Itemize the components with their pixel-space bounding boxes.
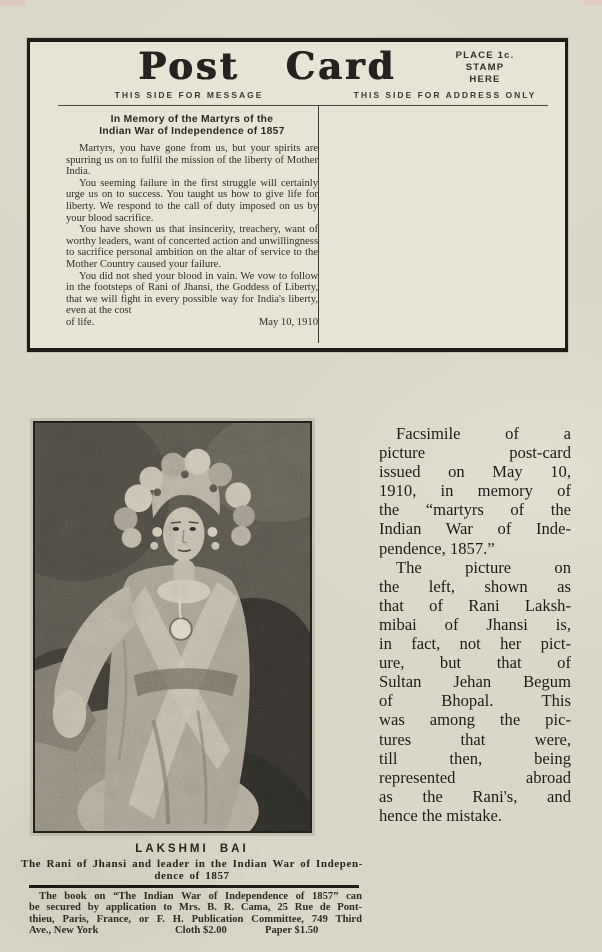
note-line: be secured by application to Mrs. B. R. Cama, 25 Rue de Pont-	[29, 902, 362, 914]
message-side-label: THIS SIDE FOR MESSAGE	[114, 90, 264, 100]
text-line: picture post-card	[379, 443, 571, 463]
message-paragraph: Martyrs, you have gone from us, but your spirits are spurring us on to fulfil the mission of the liberty of Mother India.	[66, 143, 318, 178]
text-line: issued on May 10,	[379, 462, 571, 482]
text-line: mibai of Jhansi is,	[379, 614, 571, 634]
photo-caption	[18, 843, 366, 882]
caption-title: LAKSHMI BAI	[135, 843, 249, 855]
message-paragraph: You have shown us that insincerity, treachery, want of worthy leaders, want of concerted action and unwillingness to sacrifice personal ambition on the altar of service to the Mother Country caused your failure.	[66, 224, 318, 270]
message-paragraph: You did not shed your blood in vain. We vow to follow in the footsteps of Rani of Jhansi, the Goddess of Liberty, that we will fight in every possible way for India's liberty, even at the cost	[66, 270, 318, 317]
postcard-side-labels	[30, 90, 565, 104]
stamp-line: STAMP	[465, 62, 505, 73]
text-line: The picture on	[396, 557, 571, 577]
scan-edge-artifact	[0, 0, 26, 6]
stamp-line: PLACE 1c.	[455, 50, 515, 61]
text-line: that of Rani Laksh-	[379, 595, 571, 615]
caption-line: The Rani of Jhansi and leader in the Indian War of Indepen-	[21, 858, 363, 870]
address-side-label: THIS SIDE FOR ADDRESS ONLY	[353, 90, 537, 100]
scan-edge-artifact	[584, 0, 602, 5]
text-line: the left, shown as	[379, 576, 571, 596]
postcard-title: Post Card	[138, 44, 397, 88]
text-line: till then, being	[379, 748, 571, 768]
text-line: tures that were,	[379, 729, 571, 749]
facsimile-description	[379, 424, 571, 825]
text-line: the “martyrs of the	[379, 500, 571, 520]
caption-line: dence of 1857	[154, 869, 230, 882]
text-line: pendence, 1857.”	[379, 538, 495, 558]
postcard-facsimile	[27, 38, 568, 352]
text-line: represented abroad	[379, 767, 571, 787]
note-line: The book on “The Indian War of Independence of 1857” can	[39, 891, 362, 902]
text-line: in fact, not her pict-	[379, 634, 571, 654]
stamp-placement-box	[441, 50, 529, 86]
text-line: ure, but that of	[379, 653, 571, 673]
text-line: Facsimile of a	[396, 424, 571, 443]
message-heading: In Memory of the Martyrs of the Indian War of Independence of 1857	[99, 114, 285, 137]
message-date: May 10, 1910	[258, 316, 318, 328]
note-address: Ave., New York	[29, 924, 99, 936]
postcard-center-divider	[318, 105, 319, 343]
postcard-message	[66, 114, 318, 329]
text-line: of Bhopal. This	[379, 691, 571, 711]
portrait-illustration	[35, 423, 310, 831]
footer-divider-rule	[29, 885, 359, 888]
text-line: was among the pic-	[379, 710, 571, 730]
note-line: thieu, Paris, France, or F. H. Publication Committee, 749 Third	[29, 913, 362, 925]
note-paper-price: Paper $1.50	[265, 924, 319, 936]
text-line: hence the mistake.	[379, 805, 503, 825]
note-line	[29, 925, 362, 937]
message-last-line: of life. May 10, 1910	[66, 316, 318, 328]
text-line: Indian War of Inde-	[379, 519, 571, 539]
postcard-horizontal-rule	[58, 105, 548, 106]
note-cloth-price: Cloth $2.00	[175, 924, 227, 936]
portrait-photo	[33, 421, 312, 833]
message-paragraph: You seeming failure in the first struggle will certainly urge us on to success. You taught us how to give life for liberty. We respond to the call of duty imposed on us by your blood sacrifice.	[66, 177, 318, 224]
text-line: as the Rani's, and	[379, 786, 571, 806]
book-availability-note	[29, 891, 362, 937]
text-line: Sultan Jehan Begum	[379, 672, 571, 692]
text-line: 1910, in memory of	[379, 481, 571, 501]
stamp-line: HERE	[469, 74, 501, 85]
